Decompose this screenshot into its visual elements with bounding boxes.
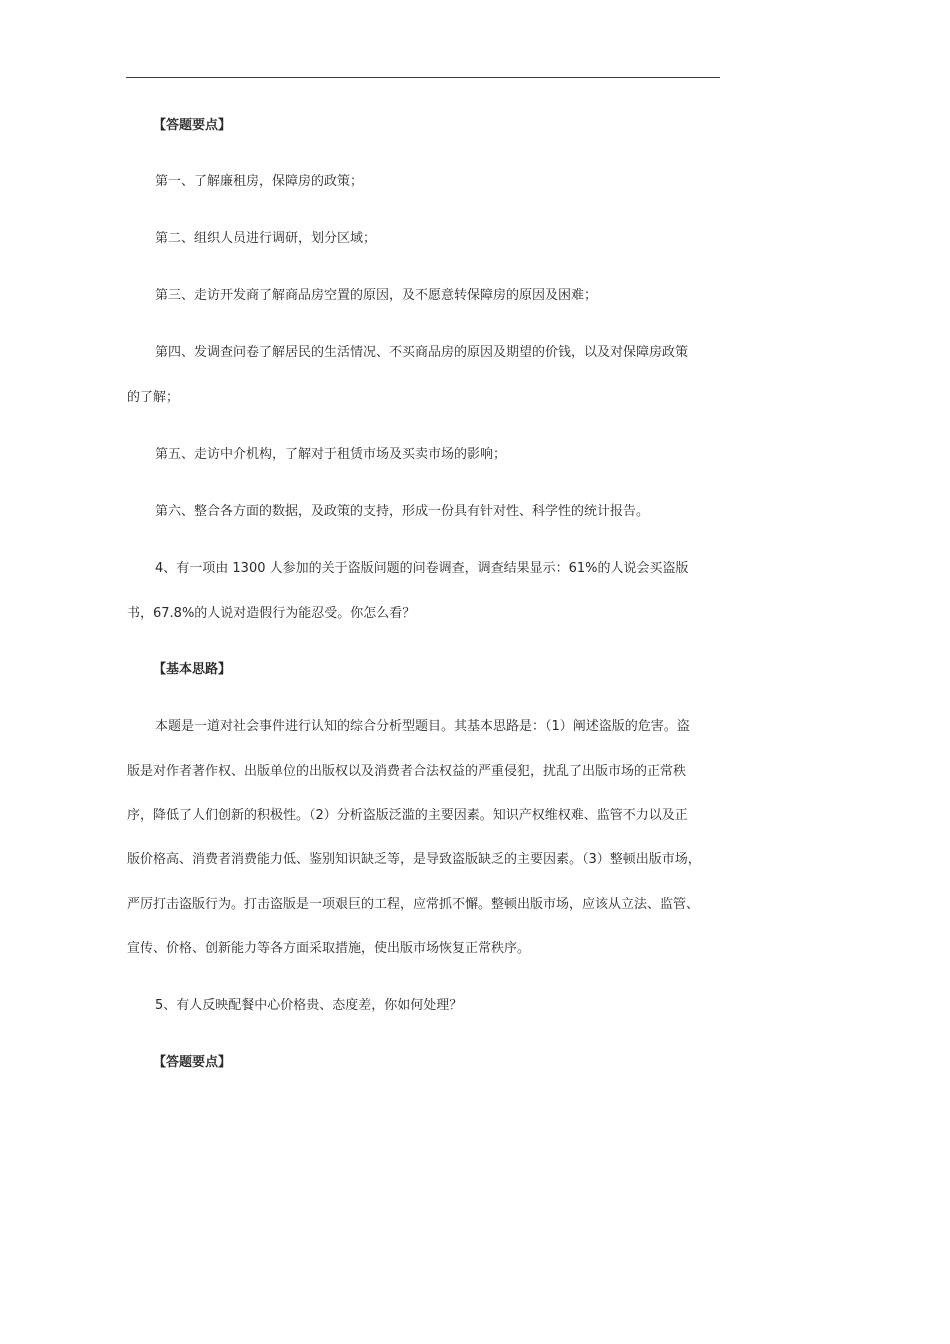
section-heading-answer-points: 【答题要点】 — [153, 118, 232, 133]
question-4-line-2: 书，67.8%的人说对造假行为能忍受。你怎么看？ — [127, 606, 416, 621]
section-heading-answer-points-2: 【答题要点】 — [153, 1055, 232, 1070]
answer-point-6: 第六、整合各方面的数据，及政策的支持，形成一份具有针对性、科学性的统计报告。 — [155, 504, 650, 519]
analysis-line-2: 版是对作者著作权、出版单位的出版权以及消费者合法权益的严重侵犯，扰乱了出版市场的正常秩 — [127, 764, 687, 779]
analysis-line-3: 序，降低了人们创新的积极性。（2）分析盗版泛滥的主要因素。知识产权维权难、监管不力以及正 — [127, 808, 688, 823]
question-5: 5、有人反映配餐中心价格贵、态度差，你如何处理？ — [155, 998, 463, 1013]
answer-point-5: 第五、走访中介机构，了解对于租赁市场及买卖市场的影响； — [155, 447, 507, 462]
section-heading-basic-approach: 【基本思路】 — [153, 662, 232, 677]
answer-point-4-continued: 的了解； — [127, 390, 180, 405]
answer-point-2: 第二、组织人员进行调研，划分区域； — [155, 231, 377, 246]
analysis-line-4: 版价格高、消费者消费能力低、鉴别知识缺乏等，是导致盗版缺乏的主要因素。（3）整顿出版市场， — [127, 852, 701, 867]
question-4-line-1: 4、有一项由 1300 人参加的关于盗版问题的问卷调查，调查结果显示：61%的人说会买盗版 — [155, 561, 689, 576]
answer-point-3: 第三、走访开发商了解商品房空置的原因，及不愿意转保障房的原因及困难； — [155, 288, 598, 303]
analysis-line-5: 严厉打击盗版行为。打击盗版是一项艰巨的工程，应常抓不懈。整顿出版市场，应该从立法、监管、 — [127, 897, 700, 912]
analysis-line-6: 宣传、价格、创新能力等各方面采取措施，使出版市场恢复正常秩序。 — [127, 941, 531, 956]
analysis-line-1: 本题是一道对社会事件进行认知的综合分析型题目。其基本思路是：（1）阐述盗版的危害。盗 — [155, 719, 690, 734]
top-divider — [126, 77, 720, 78]
answer-point-4: 第四、发调查问卷了解居民的生活情况、不买商品房的原因及期望的价钱，以及对保障房政策 — [155, 345, 689, 360]
answer-point-1: 第一、了解廉租房，保障房的政策； — [155, 174, 364, 189]
